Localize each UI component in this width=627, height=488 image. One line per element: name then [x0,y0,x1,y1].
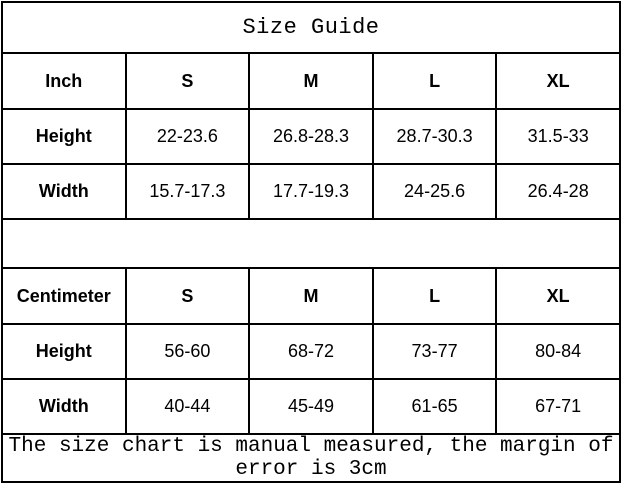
title-row [2,2,620,53]
cm-width-label: Width [2,379,126,434]
cm-height-value-l: 73-77 [373,324,497,379]
cm-width-value-xl: 67-71 [496,379,620,434]
cm-header-unit: Centimeter [2,268,126,324]
inch-width-label: Width [2,164,126,219]
inch-width-value-xl: 26.4-28 [496,164,620,219]
inch-height-row [2,109,620,164]
inch-header-size-xl: XL [496,53,620,109]
inch-width-value-m: 17.7-19.3 [249,164,373,219]
footer-row [2,434,620,482]
inch-width-row [2,164,620,219]
inch-height-value-xl: 31.5-33 [496,109,620,164]
size-guide-table [1,1,621,483]
inch-header-size-s: S [126,53,250,109]
inch-header-size-m: M [249,53,373,109]
cm-header-size-s: S [126,268,250,324]
cm-height-value-s: 56-60 [126,324,250,379]
cm-width-value-m: 45-49 [249,379,373,434]
cm-width-row [2,379,620,434]
spacer-cell [2,219,620,268]
cm-height-value-m: 68-72 [249,324,373,379]
inch-height-label: Height [2,109,126,164]
cm-width-value-l: 61-65 [373,379,497,434]
inch-header-unit: Inch [2,53,126,109]
cm-height-row [2,324,620,379]
spacer-row [2,219,620,268]
inch-header-row [2,53,620,109]
page-title: Size Guide [2,2,620,53]
cm-width-value-s: 40-44 [126,379,250,434]
inch-height-value-l: 28.7-30.3 [373,109,497,164]
cm-header-size-xl: XL [496,268,620,324]
cm-header-size-l: L [373,268,497,324]
cm-height-label: Height [2,324,126,379]
inch-width-value-l: 24-25.6 [373,164,497,219]
inch-width-value-s: 15.7-17.3 [126,164,250,219]
inch-header-size-l: L [373,53,497,109]
cm-height-value-xl: 80-84 [496,324,620,379]
inch-height-value-s: 22-23.6 [126,109,250,164]
inch-height-value-m: 26.8-28.3 [249,109,373,164]
footer-note: The size chart is manual measured, the margin of error is 3cm [2,434,620,482]
cm-header-size-m: M [249,268,373,324]
cm-header-row [2,268,620,324]
